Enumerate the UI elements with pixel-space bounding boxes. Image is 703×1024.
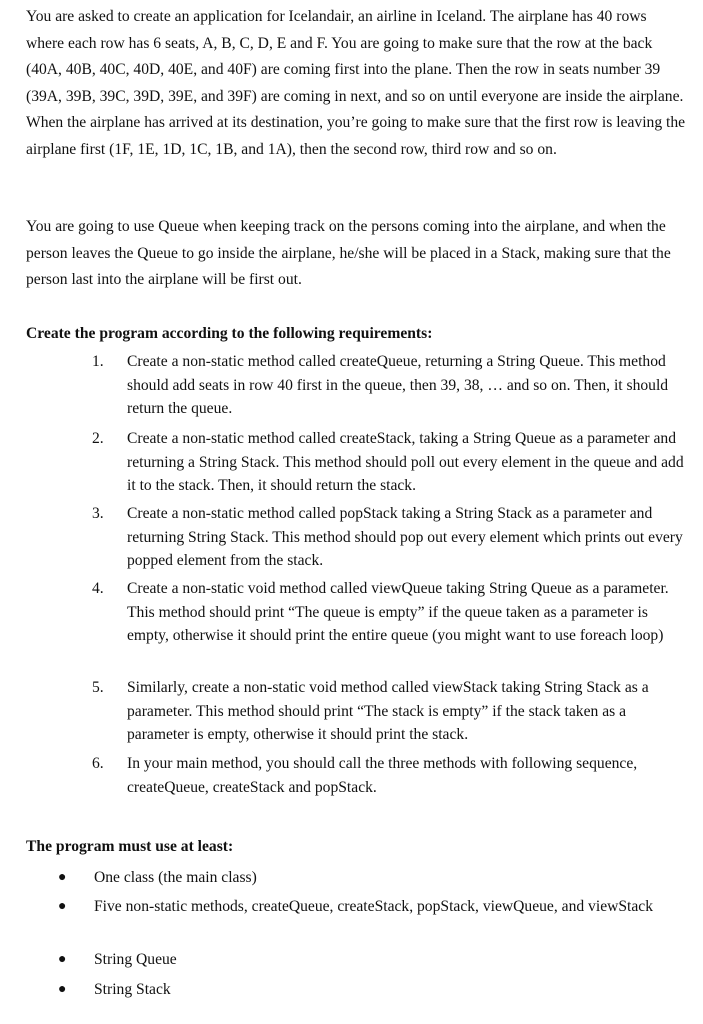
requirement-item: [92, 350, 684, 421]
bullet-item: [58, 895, 658, 919]
requirements-heading: Create the program according to the following requirements:: [26, 325, 433, 342]
bullet-text: One class (the main class): [94, 869, 257, 886]
requirement-text: Create a non-static void method called viewQueue taking String Queue as a parameter. This method should print “The queue is empty” if the queue taken as a parameter is empty, otherwise it should print the entire queue (you might want to use foreach loop): [127, 580, 669, 644]
requirement-text: Create a non-static method called createQueue, returning a String Queue. This method should add seats in row 40 first in the queue, then 39, 38, … and so on. Then, it should return the queue.: [127, 353, 669, 417]
requirement-text: Create a non-static method called popStack taking a String Stack as a parameter and returning String Stack. This method should pop out every element which prints out every popped element from the stack.: [127, 505, 683, 569]
requirement-text: Create a non-static method called createStack, taking a String Queue as a parameter and returning a String Stack. This method should poll out every element in the queue and add it to the stack. Then, it should return the stack.: [127, 430, 684, 494]
bullet-dot-icon: ●: [58, 870, 67, 885]
requirement-item: [92, 502, 684, 573]
minimum-heading: The program must use at least:: [26, 838, 234, 855]
requirement-number: 2.: [92, 430, 104, 447]
requirement-number: 6.: [92, 755, 104, 772]
bullet-item: [58, 948, 658, 972]
bullet-text: String Queue: [94, 951, 177, 968]
intro-paragraph-2: You are going to use Queue when keeping track on the persons coming into the airplane, and when the person leaves the Queue to go inside the airplane, he/she will be placed in a Stack, making sure that the person last into the airplane will be first out.: [26, 218, 671, 289]
bullet-item: [58, 866, 658, 890]
requirement-item: [92, 427, 684, 498]
requirement-number: 3.: [92, 505, 104, 522]
requirement-text: Similarly, create a non-static void method called viewStack taking String Stack as a parameter. This method should print “The stack is empty” if the stack taken as a parameter is empty, otherwise it should print the stack.: [127, 679, 649, 743]
requirement-number: 1.: [92, 353, 104, 370]
bullet-dot-icon: ●: [58, 899, 67, 914]
bullet-text: String Stack: [94, 981, 171, 998]
bullet-item: [58, 978, 658, 1002]
bullet-dot-icon: ●: [58, 982, 67, 997]
requirement-item: [92, 676, 684, 747]
bullet-dot-icon: ●: [58, 952, 67, 967]
requirement-item: [92, 752, 684, 799]
bullet-text: Five non-static methods, createQueue, createStack, popStack, viewQueue, and viewStack: [94, 898, 654, 915]
requirement-item: [92, 577, 684, 648]
requirement-number: 5.: [92, 679, 104, 696]
requirement-number: 4.: [92, 580, 104, 597]
intro-paragraph-1: You are asked to create an application for Icelandair, an airline in Iceland. The airplane has 40 rows where each row has 6 seats, A, B, C, D, E and F. You are going to make sure that the row at the back (40A, 40B, 40C, 40D, 40E, and 40F) are coming first into the plane. Then the row in seats number 39 (39A, 39B, 39C, 39D, 39E, and 39F) are coming in next, and so on until everyone are inside the airplane. When the airplane has arrived at its destination, you’re going to make sure that the first row is leaving the airplane first (1F, 1E, 1D, 1C, 1B, and 1A), then the second row, third row and so on.: [26, 8, 686, 158]
requirement-text: In your main method, you should call the three methods with following sequence, createQueue, createStack and popStack.: [127, 755, 638, 796]
